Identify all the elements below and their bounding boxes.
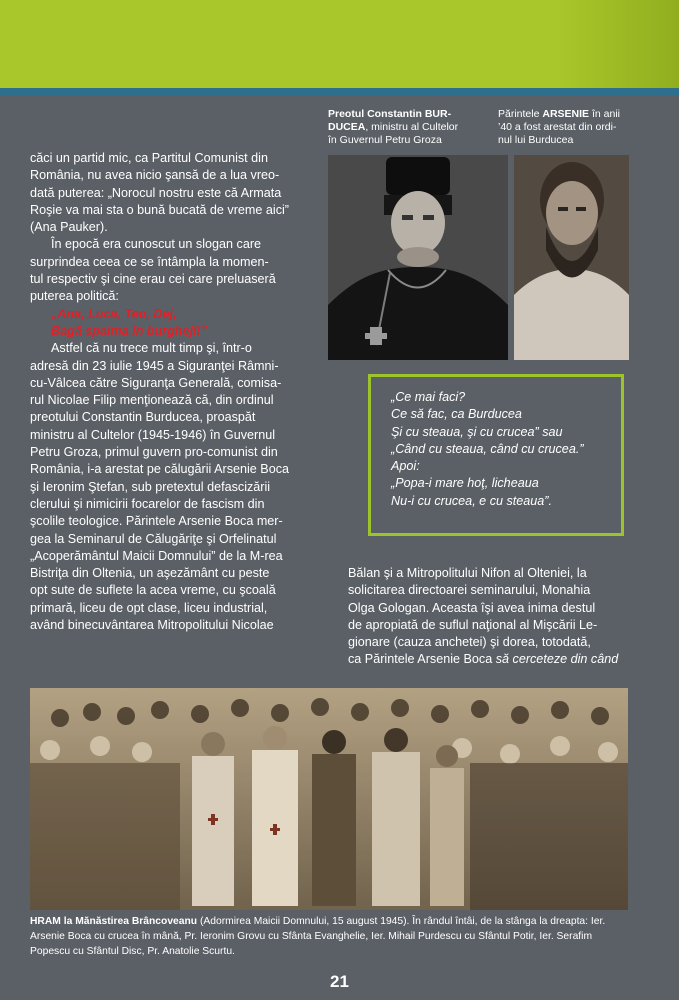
caption-arsenie-bold: ARSENIE [542, 108, 590, 120]
caption-burducea [328, 108, 488, 147]
text-line: Astfel că nu trece mult timp şi, într-o [51, 341, 252, 356]
caption-arsenie [498, 108, 658, 147]
text-line: gionare (cauza anchetei) şi dorea, totodată, [348, 635, 591, 650]
page-number: 21 [330, 972, 349, 991]
bottom-caption [30, 914, 630, 959]
photo-arsenie [514, 155, 629, 360]
text-line: România, i-a arestat pe călugării Arsenie Boca [30, 462, 290, 477]
photo-burducea [328, 155, 508, 360]
text-line: puterea politică: [30, 289, 119, 304]
text-line: Bălan şi a Mitropolitului Nifon al Olteniei, la [348, 566, 587, 580]
caption-burducea-bold2: DUCEA [328, 121, 366, 133]
top-green-band [0, 0, 679, 88]
photo-hram-group [30, 688, 628, 910]
caption-arsenie-line3: nul lui Burducea [498, 134, 574, 146]
text-line: având binecuvântarea Mitropolitului Nicolae [30, 618, 274, 633]
text-line: Petru Groza, primul guvern pro-comunist din [30, 445, 278, 460]
text-line: primară, liceu de opt clase, liceu industrial, [30, 600, 268, 615]
left-column-text [30, 150, 330, 634]
text-line: (Ana Pauker). [30, 220, 108, 235]
text-line: opt sute de suflete la acea vreme, cu şcoală [30, 583, 276, 598]
top-band-shade [559, 0, 679, 88]
text-line: „Acoperământul Maicii Domnului” de la M-rea [30, 548, 283, 563]
text-line: şi Ieronim Ştefan, sub pretextul defascizării [30, 479, 271, 494]
caption-burducea-bold1: Preotul Constantin BUR- [328, 108, 452, 120]
caption-burducea-rest2: , ministru al Cultelor [365, 121, 459, 133]
text-line: adresă din 23 iulie 1945 a Siguranţei Râmni- [30, 358, 279, 373]
bottom-caption-bold: HRAM la Mănăstirea Brâncoveanu [30, 916, 198, 927]
right-column-text [348, 565, 644, 669]
text-line: Olga Gologan. Aceasta îşi avea inima destul [348, 600, 596, 615]
poem-box [368, 374, 624, 536]
text-line: Bistriţa din Oltenia, un aşezământ cu peste [30, 566, 270, 581]
slogan-line: Bagă spaima în burgheji!” [51, 323, 208, 338]
text-line: Roşie va mai sta o bună bucată de vreme aici” [30, 202, 290, 217]
text-line: solicitarea directoarei seminarului, Monahia [348, 583, 591, 598]
text-line: cu-Vâlcea către Siguranţa Generală, comisa- [30, 375, 282, 390]
text-line: de apropiată de suflul naţional al Mişcării Le- [348, 617, 598, 632]
text-line [348, 651, 644, 668]
text-line: preotului Constantin Burducea, proaspăt [30, 410, 256, 425]
poem-line: „Când cu steaua, când cu crucea.” [391, 441, 584, 456]
text-line: şcolile teologice. Părintele Arsenie Boca mer- [30, 514, 283, 529]
poem-line: Ce să fac, ca Burducea [391, 407, 522, 422]
poem-line: „Popa-i mare hoţ, licheaua [391, 476, 539, 491]
text-line: În epocă era cunoscut un slogan care [51, 237, 262, 252]
text-italic: să cerceteze din când [495, 652, 619, 667]
poem-line: Şi cu steaua, şi cu crucea” sau [391, 424, 563, 439]
text-plain: ca Părintele Arsenie Boca [348, 652, 496, 667]
text-line: tul respectiv şi cine erau cei care preluaseră [30, 272, 276, 287]
text-line: dată puterea: „Norocul nostru este că Armata [30, 185, 282, 200]
text-line: gea la Seminarul de Călugăriţe şi Orfelinatul [30, 531, 277, 546]
blue-accent-strip [0, 88, 679, 96]
slogan-line: „Ana, Luca, Teo, Dej, [51, 306, 177, 321]
text-line: ministru al Cultelor (1945-1946) în Guvernul [30, 427, 275, 442]
poem-line: Apoi: [391, 459, 420, 474]
caption-arsenie-line2: ’40 a fost arestat din ordi- [498, 121, 617, 133]
text-line: căci un partid mic, ca Partitul Comunist din [30, 151, 268, 165]
caption-burducea-line3: în Guvernul Petru Groza [328, 134, 442, 146]
text-line: surprindea ceea ce se întâmpla la momen- [30, 254, 269, 269]
text-line: clerului şi nimicirii focarelor de fascism din [30, 496, 265, 511]
poem-line: „Ce mai faci? [391, 390, 466, 404]
text-line: rul Nicolae Filip menţionează că, din ordinul [30, 393, 274, 408]
caption-arsenie-post: în anii [589, 108, 620, 120]
poem-line: Nu-i cu crucea, e cu steaua”. [391, 493, 552, 508]
caption-arsenie-pre: Părintele [498, 108, 543, 120]
text-line: România, nu avea nicio şansă de a lua vreo- [30, 168, 280, 183]
bottom-caption-rest: (Adormirea Maicii Domnului, 15 august 1945). În rândul întâi, de la stânga la dreapta: Ier. Arsenie Boca cu crucea în mână, Pr. Ieronim Grovu cu Sfânta Evanghelie, Ier. Mihail Purdescu cu Sfântul Potir, Ier. Serafim Popescu cu Sfântul Disc, Pr. Anatolie Scurtu. [30, 916, 606, 957]
